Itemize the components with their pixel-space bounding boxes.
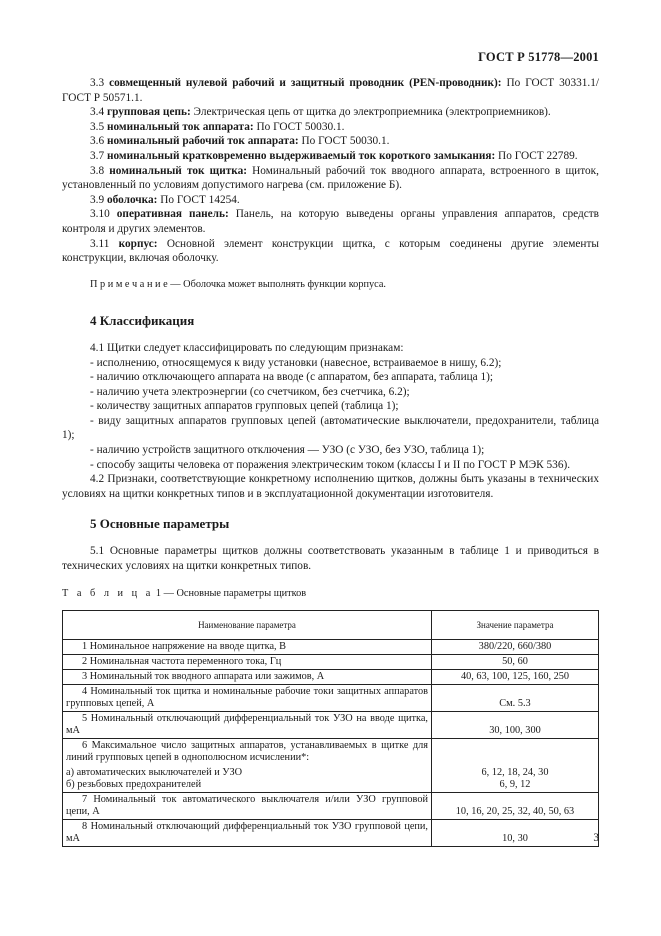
param-name: 8 Номинальный отключающий дифференциальный ток УЗО групповой цепи, мА	[63, 819, 432, 846]
param-value: 10, 16, 20, 25, 32, 40, 50, 63	[432, 792, 599, 819]
table-row	[63, 669, 599, 684]
param-name: 3 Номинальный ток вводного аппарата или зажимов, А	[63, 669, 432, 684]
definition-3-5: 3.5 номинальный ток аппарата: По ГОСТ 50030.1.	[90, 120, 345, 133]
table-caption: Т а б л и ц а 1 — Основные параметры щитков	[62, 588, 307, 600]
definitions	[62, 76, 599, 266]
table-row	[63, 711, 599, 738]
section-5-title: 5 Основные параметры	[90, 516, 230, 532]
definition-3-4: 3.4 групповая цепь: Электрическая цепь от щитка до электроприемника (электроприемников).	[90, 106, 551, 119]
column-header-name: Наименование параметра	[63, 610, 432, 639]
param-subitem: б) резьбовых предохранителей	[66, 778, 202, 790]
classification-item: - способу защиты человека от поражения электрическим током (классы I и II по ГОСТ Р МЭК 536).	[90, 458, 571, 471]
section-4-intro: 4.1 Щитки следует классифицировать по следующим признакам:	[90, 341, 404, 354]
page-number: 3	[593, 832, 599, 844]
definition-3-7: 3.7 номинальный кратковременно выдерживаемый ток короткого замыкания: По ГОСТ 22789.	[90, 149, 578, 162]
param-value: 50, 60	[432, 654, 599, 669]
column-header-value: Значение параметра	[432, 610, 599, 639]
param-value: См. 5.3	[432, 684, 599, 711]
definition-3-11: 3.11 корпус: Основной элемент конструкции щитка, с которым соединены другие элементы конструкции, включая оболочку.	[62, 237, 599, 265]
table-row	[63, 654, 599, 669]
param-name: 5 Номинальный отключающий дифференциальный ток УЗО на вводе щитка, мА	[63, 711, 432, 738]
classification-item: - наличию учета электроэнергии (со счетчиком, без счетчика, 6.2);	[90, 385, 410, 398]
param-name: 6 Максимальное число защитных аппаратов, устанавливаемых в щитке для линий групповых цепей в однополюсном исчислении*: а) автоматических выключателей и УЗО б) резьбовых предохранителей	[63, 738, 432, 792]
table-row	[63, 738, 599, 792]
definition-3-8: 3.8 номинальный ток щитка: Номинальный рабочий ток вводного аппарата, встроенного в щиток, установленный по условиям допустимого нагрева (см. приложение Б).	[62, 164, 599, 192]
page-content	[62, 76, 599, 847]
section-4-title: 4 Классификация	[90, 313, 195, 329]
definition-3-3: 3.3 совмещенный нулевой рабочий и защитный проводник (PEN-проводник): По ГОСТ 30331.1/ГОСТ Р 50571.1.	[62, 77, 599, 104]
definition-3-10: 3.10 оперативная панель: Панель, на которую выведены органы управления аппаратов, средств контроля и других элементов.	[62, 208, 600, 235]
definition-3-9: 3.9 оболочка: По ГОСТ 14254.	[90, 193, 240, 206]
classification-item: - количеству защитных аппаратов групповых цепей (таблица 1);	[90, 400, 399, 413]
param-value: 30, 100, 300	[432, 711, 599, 738]
classification-item: - наличию устройств защитного отключения — УЗО (с УЗО, без УЗО, таблица 1);	[90, 444, 485, 457]
table-row	[63, 684, 599, 711]
parameters-table	[62, 610, 599, 847]
section-5-1: 5.1 Основные параметры щитков должны соответствовать указанным в таблице 1 и приводиться в технических условиях на щитки конкретных типов.	[62, 545, 599, 572]
param-value: 6, 12, 18, 24, 30 6, 9, 12	[432, 738, 599, 792]
section-4-2: 4.2 Признаки, соответствующие конкретному исполнению щитков, должны быть указаны в технических условиях на щитки конкретных типов и в эксплуатационной документации изготовителя.	[62, 473, 599, 500]
document-header: ГОСТ Р 51778—2001	[478, 50, 599, 64]
param-name: 4 Номинальный ток щитка и номинальные рабочие токи защитных аппаратов групповых цепей, А	[63, 684, 432, 711]
param-name: 2 Номинальная частота переменного тока, Гц	[63, 654, 432, 669]
table-row	[63, 819, 599, 846]
note: П р и м е ч а н и е — Оболочка может выполнять функции корпуса.	[90, 278, 386, 290]
param-value: 10, 30	[432, 819, 599, 846]
param-subitem: а) автоматических выключателей и УЗО	[66, 766, 243, 778]
table-row	[63, 639, 599, 654]
definition-3-6: 3.6 номинальный рабочий ток аппарата: По ГОСТ 50030.1.	[90, 135, 390, 148]
param-value: 40, 63, 100, 125, 160, 250	[432, 669, 599, 684]
table-header-row	[63, 610, 599, 639]
classification-item: - наличию отключающего аппарата на вводе (с аппаратом, без аппарата, таблица 1);	[90, 371, 494, 384]
param-name: 1 Номинальное напряжение на вводе щитка, В	[63, 639, 432, 654]
param-value: 380/220, 660/380	[432, 639, 599, 654]
classification-item: - виду защитных аппаратов групповых цепей (автоматические выключатели, предохранители, таблица 1);	[62, 414, 599, 442]
classification-item: - исполнению, относящемуся к виду установки (навесное, встраиваемое в нишу, 6.2);	[90, 356, 502, 369]
param-name: 7 Номинальный ток автоматического выключателя и/или УЗО групповой цепи, А	[63, 792, 432, 819]
table-row	[63, 792, 599, 819]
